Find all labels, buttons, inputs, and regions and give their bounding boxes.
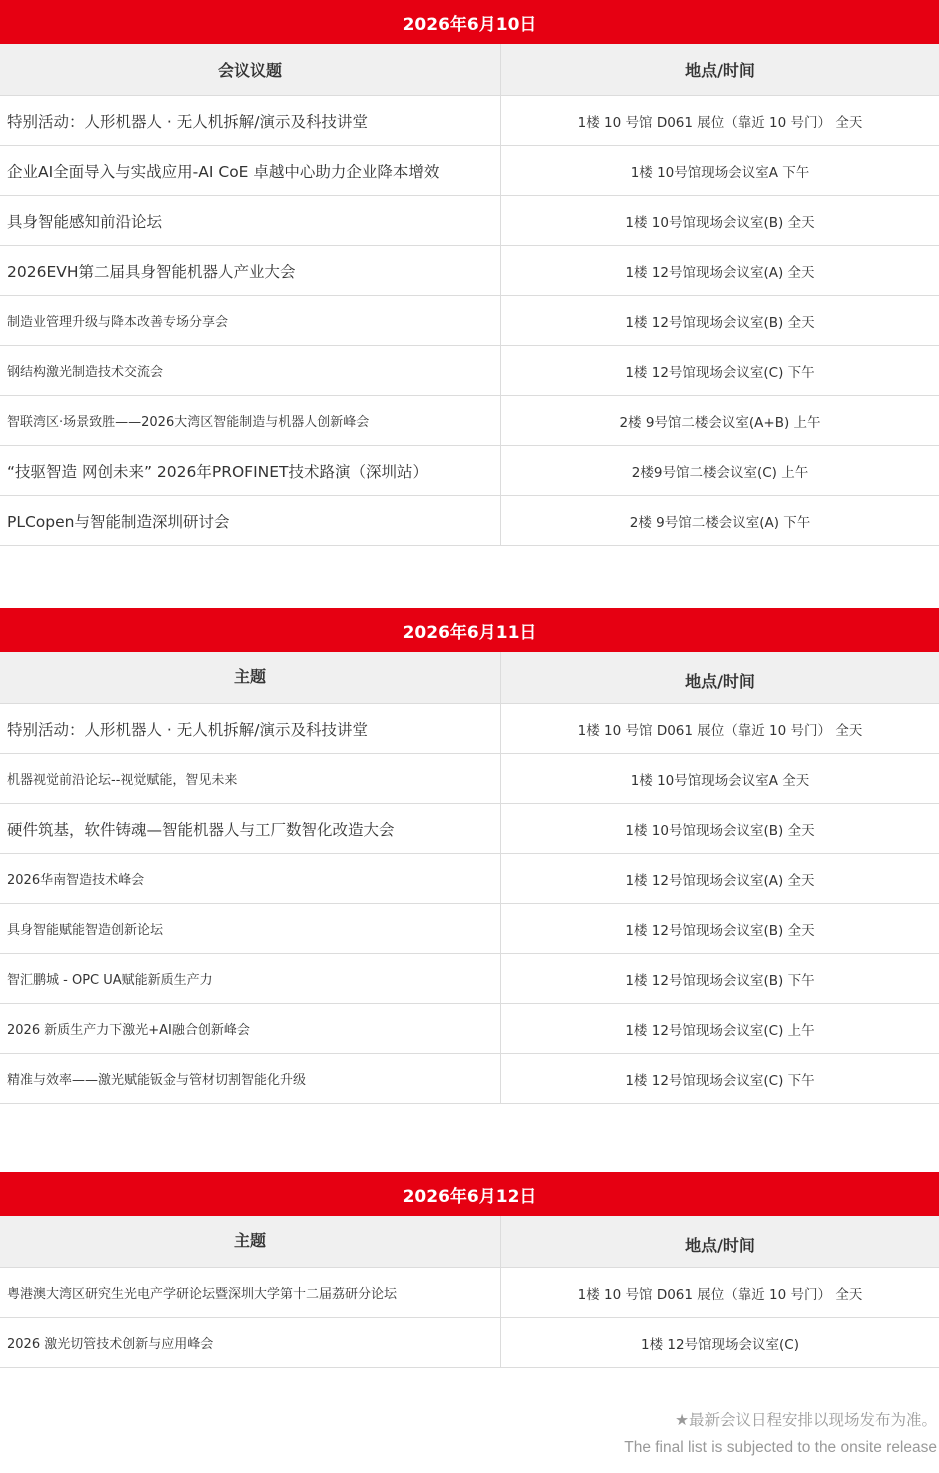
day-section-0612 <box>0 1172 939 1368</box>
table-row <box>0 196 939 246</box>
session-topic: 2026 激光切管技术创新与应用峰会 <box>0 1318 501 1367</box>
session-topic: “技驱智造 网创未来” 2026年PROFINET技术路演（深圳站） <box>0 446 501 495</box>
day-section-0610 <box>0 0 939 546</box>
session-place-time: 1楼 12号馆现场会议室(B) 全天 <box>625 314 815 331</box>
table-row <box>0 246 939 296</box>
day-header: 2026年6月10日 <box>0 0 939 44</box>
column-header-place: 地点/时间 <box>685 672 755 691</box>
session-place-time: 1楼 10 号馆 D061 展位（靠近 10 号门） 全天 <box>577 722 863 739</box>
table-header <box>0 44 939 96</box>
session-place-time: 1楼 12号馆现场会议室(B) 全天 <box>625 922 815 939</box>
session-place-time: 1楼 12号馆现场会议室(C) 上午 <box>625 1022 815 1039</box>
session-topic: 企业AI全面导入与实战应用-AI CoE 卓越中心助力企业降本增效 <box>0 146 501 195</box>
session-place-time: 2楼 9号馆二楼会议室(A) 下午 <box>629 514 811 531</box>
table-row <box>0 1268 939 1318</box>
session-topic: 制造业管理升级与降本改善专场分享会 <box>0 296 501 345</box>
session-place-time: 1楼 12号馆现场会议室(A) 全天 <box>625 264 815 281</box>
session-topic: 精准与效率——激光赋能钣金与管材切割智能化升级 <box>0 1054 501 1103</box>
table-row <box>0 446 939 496</box>
session-topic: 机器视觉前沿论坛--视觉赋能，智见未来 <box>0 754 501 803</box>
session-topic: 2026 新质生产力下激光+AI融合创新峰会 <box>0 1004 501 1053</box>
session-place-time: 2楼9号馆二楼会议室(C) 上午 <box>631 464 809 481</box>
session-topic: 具身智能赋能智造创新论坛 <box>0 904 501 953</box>
session-topic: 2026华南智造技术峰会 <box>0 854 501 903</box>
session-place-time: 1楼 10 号馆 D061 展位（靠近 10 号门） 全天 <box>577 114 863 131</box>
day-header: 2026年6月11日 <box>0 608 939 652</box>
session-place-time: 1楼 12号馆现场会议室(A) 全天 <box>625 872 815 889</box>
session-topic: 智联湾区·场景致胜——2026大湾区智能制造与机器人创新峰会 <box>0 396 501 445</box>
column-header-topic: 主题 <box>0 1216 501 1267</box>
session-place-time: 1楼 10 号馆 D061 展位（靠近 10 号门） 全天 <box>577 1286 863 1303</box>
session-place-time: 1楼 10号馆现场会议室(B) 全天 <box>625 214 815 231</box>
table-row <box>0 496 939 546</box>
session-topic: 特别活动：人形机器人 · 无人机拆解/演示及科技讲堂 <box>0 704 501 753</box>
session-place-time: 1楼 12号馆现场会议室(B) 下午 <box>625 972 815 989</box>
session-place-time: 1楼 12号馆现场会议室(C) 下午 <box>625 364 815 381</box>
table-row <box>0 296 939 346</box>
session-topic: 特别活动：人形机器人 · 无人机拆解/演示及科技讲堂 <box>0 96 501 145</box>
table-row <box>0 1318 939 1368</box>
session-place-time: 1楼 10号馆现场会议室(B) 全天 <box>625 822 815 839</box>
table-row <box>0 854 939 904</box>
table-row <box>0 396 939 446</box>
session-topic: 具身智能感知前沿论坛 <box>0 196 501 245</box>
column-header-place: 地点/时间 <box>685 1236 755 1255</box>
column-header-topic: 主题 <box>0 652 501 703</box>
table-row <box>0 754 939 804</box>
session-topic: 硬件筑基，软件铸魂—智能机器人与工厂数智化改造大会 <box>0 804 501 853</box>
session-place-time: 1楼 10号馆现场会议室A 下午 <box>630 164 810 181</box>
session-topic: 粤港澳大湾区研究生光电产学研论坛暨深圳大学第十二届荔研分论坛 <box>0 1268 501 1317</box>
session-place-time: 1楼 10号馆现场会议室A 全天 <box>630 772 810 789</box>
column-header-topic: 会议议题 <box>0 44 501 95</box>
table-row <box>0 1054 939 1104</box>
session-topic: 2026EVH第二届具身智能机器人产业大会 <box>0 246 501 295</box>
session-place-time: 1楼 12号馆现场会议室(C) <box>640 1336 800 1353</box>
column-header-place: 地点/时间 <box>685 61 755 80</box>
table-row <box>0 704 939 754</box>
footnote-en: The final list is subjected to the onsite release <box>624 1439 937 1456</box>
table-row <box>0 804 939 854</box>
session-place-time: 2楼 9号馆二楼会议室(A+B) 上午 <box>619 414 821 431</box>
table-row <box>0 954 939 1004</box>
table-row <box>0 96 939 146</box>
session-topic: 钢结构激光制造技术交流会 <box>0 346 501 395</box>
table-row <box>0 146 939 196</box>
footnote-cn: ★最新会议日程安排以现场发布为准。 <box>675 1411 937 1429</box>
table-header <box>0 1216 939 1268</box>
table-row <box>0 346 939 396</box>
table-row <box>0 904 939 954</box>
table-row <box>0 1004 939 1054</box>
day-header: 2026年6月12日 <box>0 1172 939 1216</box>
session-topic: 智汇鹏城 - OPC UA赋能新质生产力 <box>0 954 501 1003</box>
session-topic: PLCopen与智能制造深圳研讨会 <box>0 496 501 545</box>
day-section-0611 <box>0 608 939 1104</box>
table-header <box>0 652 939 704</box>
session-place-time: 1楼 12号馆现场会议室(C) 下午 <box>625 1072 815 1089</box>
